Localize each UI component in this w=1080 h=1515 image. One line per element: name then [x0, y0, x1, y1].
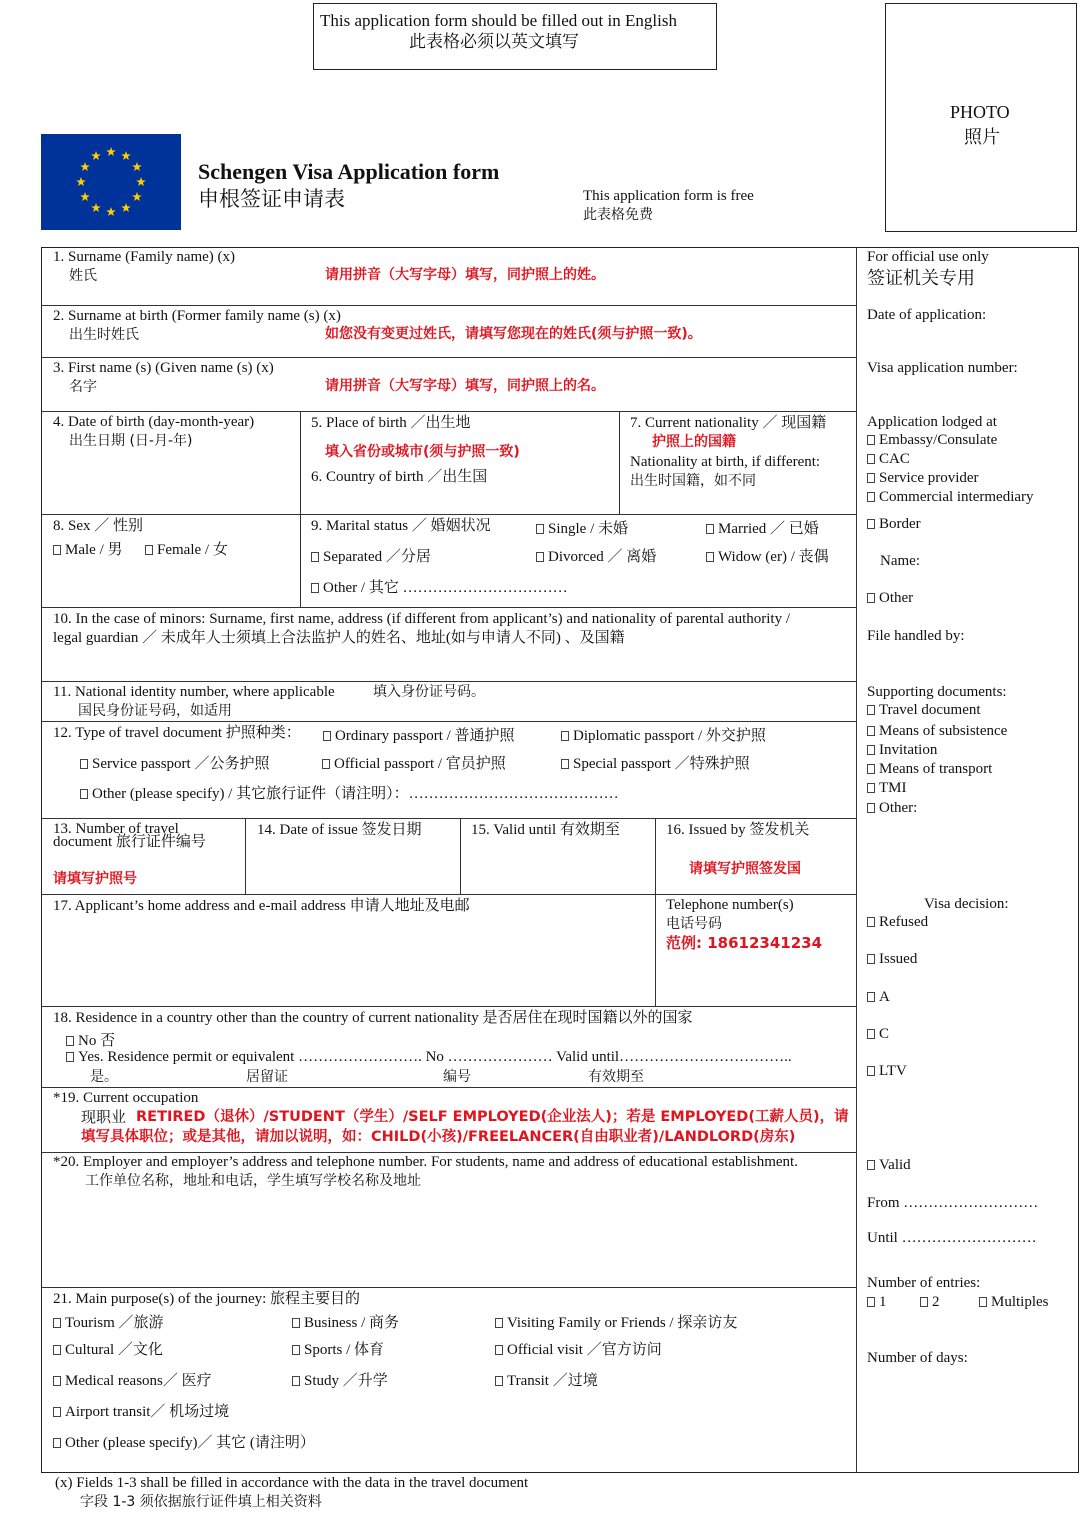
- occupation-label: *19. Current occupation: [53, 1090, 199, 1106]
- diplomatic-passport-checkbox[interactable]: Diplomatic passport / 外交护照: [561, 724, 766, 745]
- purpose-other-checkbox[interactable]: Other (please specify)／ 其它 (请注明）: [53, 1431, 315, 1452]
- form-title: Schengen Visa Application form: [198, 159, 500, 184]
- lodged-other-checkbox[interactable]: Other: [867, 590, 913, 607]
- checkbox-icon: [53, 1318, 61, 1328]
- surname-label-zh: 姓氏: [69, 268, 97, 284]
- other-travel-doc-checkbox[interactable]: Other (please specify) / 其它旅行证件（请注明）：……………………………………: [80, 782, 619, 803]
- lodged-cac-checkbox[interactable]: CAC: [867, 451, 910, 468]
- purpose-label: 21. Main purpose(s) of the journey: 旅程主要目的: [53, 1291, 361, 1307]
- checkbox-icon: [867, 519, 875, 529]
- checkbox-icon: [53, 1407, 61, 1417]
- residence-label: 18. Residence in a country other than the country of current nationality 是否居住在现时国籍以外的国家: [53, 1010, 693, 1026]
- checkbox-icon: [867, 783, 875, 793]
- checkbox-icon: [66, 1052, 74, 1062]
- surname-label: 1. Surname (Family name) (x): [53, 249, 236, 265]
- checkbox-icon: [867, 745, 875, 755]
- date-of-birth-label-zh: 出生日期 (日-月-年): [69, 433, 193, 449]
- eu-flag-logo: [41, 134, 181, 230]
- checkbox-icon: [292, 1345, 300, 1355]
- checkbox-icon: [867, 764, 875, 774]
- official-passport-checkbox[interactable]: Official passport / 官员护照: [322, 752, 506, 773]
- checkbox-icon: [322, 759, 330, 769]
- checkbox-icon: [53, 1376, 61, 1386]
- entries-1-checkbox[interactable]: 1: [867, 1294, 887, 1311]
- residence-no-checkbox[interactable]: No 否: [66, 1029, 115, 1050]
- checkbox-icon: [867, 1029, 875, 1039]
- lodged-commercial-checkbox[interactable]: Commercial intermediary: [867, 489, 1034, 506]
- date-of-issue-label: 14. Date of issue 签发日期: [257, 822, 422, 838]
- residence-permit-zh: 居留证: [246, 1069, 288, 1085]
- sex-male-checkbox[interactable]: Male / 男: [53, 538, 123, 559]
- doc-subsistence-checkbox[interactable]: Means of subsistence: [867, 723, 1007, 740]
- home-address-label: 17. Applicant’s home address and e-mail address 申请人地址及电邮: [53, 898, 470, 914]
- official-valid-until: Until ………………………: [867, 1230, 1037, 1246]
- checkbox-icon: [561, 731, 569, 741]
- footnote: (x) Fields 1-3 shall be filled in accordance with the data in the travel document: [55, 1475, 529, 1491]
- marital-single-checkbox[interactable]: Single / 未婚: [536, 517, 628, 538]
- checkbox-icon: [311, 552, 319, 562]
- telephone-label: Telephone number(s): [666, 897, 794, 913]
- first-name-label-zh: 名字: [69, 379, 97, 395]
- purpose-medical-checkbox[interactable]: Medical reasons／ 医疗: [53, 1369, 212, 1390]
- nationality-label: 7. Current nationality ／ 现国籍: [630, 415, 827, 431]
- checkbox-icon: [867, 705, 875, 715]
- checkbox-icon: [66, 1036, 74, 1046]
- form-title-zh: 申根签证申请表: [198, 187, 345, 211]
- marital-other-checkbox[interactable]: Other / 其它 ……………………………: [311, 576, 568, 597]
- doc-invitation-checkbox[interactable]: Invitation: [867, 742, 937, 759]
- checkbox-icon: [867, 454, 875, 464]
- employer-label: *20. Employer and employer’s address and telephone number. For students, name and address of educational establishment.: [53, 1154, 798, 1170]
- checkbox-icon: [536, 524, 544, 534]
- residence-yes-checkbox[interactable]: Yes. Residence permit or equivalent ……………………. No ………………… Valid until……………………………..: [66, 1049, 792, 1066]
- first-name-label: 3. First name (s) (Given name (s) (x): [53, 360, 274, 376]
- issued-by-hint: 请填写护照签发国: [689, 861, 801, 877]
- guardian-label-2: legal guardian ／ 未成年人士须填上合法监护人的姓名、地址(如与申请人不同) 、及国籍: [53, 630, 625, 646]
- free-notice: This application form is free: [583, 188, 754, 204]
- surname-at-birth-hint: 如您没有变更过姓氏，请填写您现在的姓氏(须与护照一致)。: [325, 326, 702, 342]
- checkbox-icon: [53, 1345, 61, 1355]
- travel-doc-type-label: 12. Type of travel document 护照种类：: [53, 725, 301, 741]
- checkbox-icon: [80, 789, 88, 799]
- lodged-border-checkbox[interactable]: Border: [867, 516, 921, 533]
- photo-label-zh: 照片: [964, 127, 1000, 148]
- service-passport-checkbox[interactable]: Service passport ／公务护照: [80, 752, 269, 773]
- occupation-label-zh: 现职业: [81, 1108, 127, 1126]
- residence-no-zh: 编号: [443, 1069, 471, 1085]
- checkbox-icon: [867, 803, 875, 813]
- purpose-sports-checkbox[interactable]: Sports / 体育: [292, 1338, 384, 1359]
- residence-yes-zh: 是。: [90, 1069, 118, 1085]
- checkbox-icon: [536, 552, 544, 562]
- checkbox-icon: [867, 593, 875, 603]
- checkbox-icon: [867, 492, 875, 502]
- checkbox-icon: [53, 545, 61, 555]
- residence-valid-zh: 有效期至: [588, 1069, 644, 1085]
- official-visa-number: Visa application number:: [867, 360, 1018, 376]
- surname-hint: 请用拼音（大写字母）填写，同护照上的姓。: [325, 267, 605, 283]
- official-handled-by: File handled by:: [867, 628, 965, 644]
- checkbox-icon: [979, 1297, 987, 1307]
- language-notice-zh: 此表格必须以英文填写: [409, 32, 579, 52]
- occupation-hint-2: 填写具体职位；或是其他，请加以说明，如：CHILD(小孩)/FREELANCER(自由职业者)/LANDLORD(房东): [81, 1129, 796, 1145]
- checkbox-icon: [867, 1297, 875, 1307]
- date-of-birth-label: 4. Date of birth (day-month-year): [53, 414, 255, 430]
- surname-at-birth-label-zh: 出生时姓氏: [69, 327, 139, 343]
- entries-multiple-checkbox[interactable]: Multiples: [979, 1294, 1049, 1311]
- checkbox-icon: [80, 759, 88, 769]
- checkbox-icon: [867, 726, 875, 736]
- checkbox-icon: [867, 1160, 875, 1170]
- checkbox-icon: [867, 435, 875, 445]
- lodged-embassy-checkbox[interactable]: Embassy/Consulate: [867, 432, 997, 449]
- official-divider: [856, 247, 857, 1473]
- checkbox-icon: [867, 954, 875, 964]
- row-line: [41, 721, 856, 722]
- marital-separated-checkbox[interactable]: Separated ／分居: [311, 545, 431, 566]
- travel-doc-number-hint: 请填写护照号: [53, 871, 137, 887]
- telephone-label-zh: 电话号码: [666, 916, 722, 932]
- checkbox-icon: [495, 1376, 503, 1386]
- nationality-at-birth-label: Nationality at birth, if different:: [630, 454, 821, 470]
- decision-issued-checkbox[interactable]: Issued: [867, 951, 917, 968]
- official-number-of-days: Number of days:: [867, 1350, 968, 1366]
- travel-doc-number-label-2: document 旅行证件编号: [53, 834, 206, 850]
- marital-widow-checkbox[interactable]: Widow (er) / 丧偶: [706, 545, 829, 566]
- valid-until-label: 15. Valid until 有效期至: [471, 822, 620, 838]
- decision-c-checkbox[interactable]: C: [867, 1026, 889, 1043]
- decision-ltv-checkbox[interactable]: LTV: [867, 1063, 907, 1080]
- decision-valid-checkbox[interactable]: Valid: [867, 1157, 911, 1174]
- marital-status-label: 9. Marital status ／ 婚姻状况: [311, 518, 491, 534]
- checkbox-icon: [867, 917, 875, 927]
- purpose-business-checkbox[interactable]: Business / 商务: [292, 1311, 399, 1332]
- doc-travel-checkbox[interactable]: Travel document: [867, 702, 981, 719]
- footnote-zh: 字段 1-3 须依据旅行证件填上相关资料: [80, 1494, 322, 1510]
- marital-divorced-checkbox[interactable]: Divorced ／ 离婚: [536, 545, 656, 566]
- telephone-hint: 范例: 18612341234: [666, 934, 823, 952]
- checkbox-icon: [311, 583, 319, 593]
- travel-doc-number-label: 13. Number of travel: [53, 821, 179, 837]
- sex-female-checkbox[interactable]: Female / 女: [145, 538, 228, 559]
- guardian-label: 10. In the case of minors: Surname, first name, address (if different from applicant’s) and nationality of parental authority /: [53, 611, 790, 627]
- purpose-study-checkbox[interactable]: Study ／升学: [292, 1369, 388, 1390]
- employer-label-zh: 工作单位名称，地址和电话，学生填写学校名称及地址: [85, 1173, 421, 1189]
- issued-by-label: 16. Issued by 签发机关: [666, 822, 810, 838]
- purpose-transit-checkbox[interactable]: Transit ／过境: [495, 1369, 598, 1390]
- official-date: Date of application:: [867, 307, 987, 323]
- checkbox-icon: [561, 759, 569, 769]
- official-title-zh: 签证机关专用: [867, 268, 975, 289]
- photo-label: PHOTO: [950, 102, 1010, 122]
- special-passport-checkbox[interactable]: Special passport ／特殊护照: [561, 752, 750, 773]
- row-line: [41, 514, 856, 515]
- checkbox-icon: [53, 1438, 61, 1448]
- free-notice-zh: 此表格免费: [583, 207, 653, 223]
- lodged-provider-checkbox[interactable]: Service provider: [867, 470, 979, 487]
- doc-other-checkbox[interactable]: Other:: [867, 800, 917, 817]
- checkbox-icon: [867, 473, 875, 483]
- checkbox-icon: [495, 1345, 503, 1355]
- checkbox-icon: [292, 1376, 300, 1386]
- doc-transport-checkbox[interactable]: Means of transport: [867, 761, 992, 778]
- eu-flag-icon: [41, 134, 181, 230]
- national-id-label: 11. National identity number, where applicable: [53, 684, 335, 700]
- official-number-of-entries: Number of entries:: [867, 1275, 981, 1291]
- nationality-hint: 护照上的国籍: [652, 434, 736, 450]
- purpose-tourism-checkbox[interactable]: Tourism ／旅游: [53, 1311, 164, 1332]
- purpose-official-checkbox[interactable]: Official visit ／官方访问: [495, 1338, 662, 1359]
- row-line: [41, 1006, 856, 1007]
- official-supporting-docs: Supporting documents:: [867, 684, 1007, 700]
- checkbox-icon: [867, 1066, 875, 1076]
- sex-label: 8. Sex ／ 性别: [53, 518, 144, 534]
- marital-married-checkbox[interactable]: Married ／ 已婚: [706, 517, 819, 538]
- country-of-birth-label: 6. Country of birth ／出生国: [311, 469, 488, 485]
- checkbox-icon: [706, 552, 714, 562]
- ordinary-passport-checkbox[interactable]: Ordinary passport / 普通护照: [323, 724, 515, 745]
- checkbox-icon: [706, 524, 714, 534]
- checkbox-icon: [292, 1318, 300, 1328]
- official-name: Name:: [880, 553, 920, 569]
- first-name-hint: 请用拼音（大写字母）填写，同护照上的名。: [325, 378, 605, 394]
- official-title: For official use only: [867, 249, 989, 265]
- checkbox-icon: [495, 1318, 503, 1328]
- purpose-airport-transit-checkbox[interactable]: Airport transit／ 机场过境: [53, 1400, 229, 1421]
- surname-at-birth-label: 2. Surname at birth (Former family name (s) (x): [53, 308, 341, 324]
- language-notice-en: This application form should be filled out in English: [320, 11, 677, 30]
- checkbox-icon: [145, 545, 153, 555]
- purpose-visiting-checkbox[interactable]: Visiting Family or Friends / 探亲访友: [495, 1311, 737, 1332]
- official-lodged-at: Application lodged at: [867, 414, 997, 430]
- place-of-birth-hint: 填入省份或城市(须与护照一致): [325, 444, 520, 460]
- place-of-birth-label: 5. Place of birth ／出生地: [311, 415, 471, 431]
- checkbox-icon: [323, 731, 331, 741]
- doc-tmi-checkbox[interactable]: TMI: [867, 780, 907, 797]
- decision-a-checkbox[interactable]: A: [867, 989, 890, 1006]
- checkbox-icon: [920, 1297, 928, 1307]
- row-line: [41, 1287, 856, 1288]
- national-id-hint: 填入身份证号码。: [373, 684, 485, 700]
- official-visa-decision: Visa decision:: [924, 896, 1009, 912]
- decision-refused-checkbox[interactable]: Refused: [867, 914, 928, 931]
- occupation-hint: RETIRED（退休）/STUDENT（学生）/SELF EMPLOYED(企业法人)；若是 EMPLOYED(工薪人员)，请: [136, 1109, 849, 1125]
- national-id-label-zh: 国民身份证号码，如适用: [78, 703, 232, 719]
- entries-2-checkbox[interactable]: 2: [920, 1294, 940, 1311]
- checkbox-icon: [867, 992, 875, 1002]
- nationality-at-birth-label-zh: 出生时国籍，如不同: [630, 473, 756, 489]
- official-valid-from: From ………………………: [867, 1195, 1039, 1211]
- purpose-cultural-checkbox[interactable]: Cultural ／文化: [53, 1338, 163, 1359]
